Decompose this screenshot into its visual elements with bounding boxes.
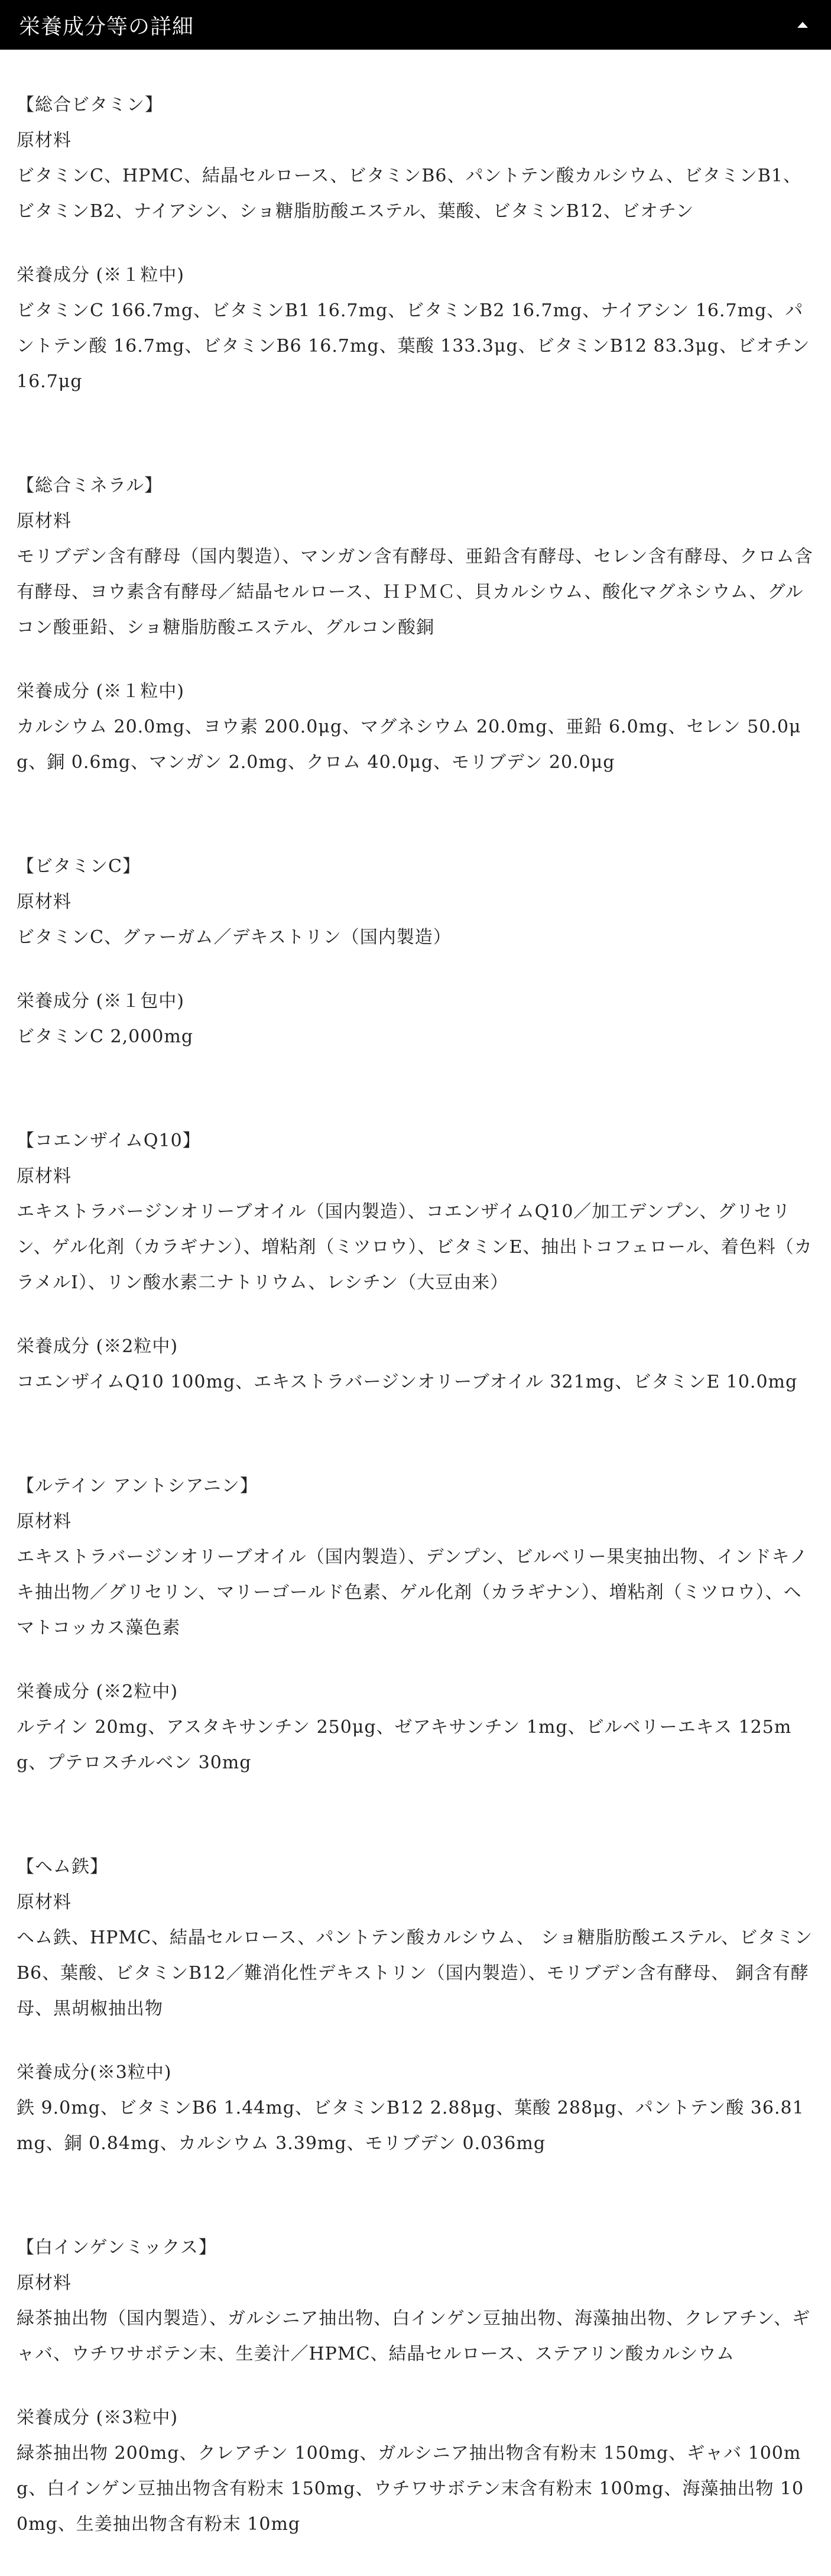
nutrition-text: コエンザイムQ10 100mg、エキストラバージンオリーブオイル 321mg、ビタミンE 10.0mg <box>17 1372 798 1392</box>
section-vitamin-c <box>17 849 814 1055</box>
details-header[interactable] <box>0 0 831 50</box>
spacer <box>17 955 814 984</box>
nutrition-label: 栄養成分 (※3粒中) <box>17 2407 178 2428</box>
section-title: 【総合ビタミン】 <box>17 95 163 115</box>
nutrition-label: 栄養成分 (※2粒中) <box>17 1681 178 1702</box>
ingredients-text: ヘム鉄、HPMC、結晶セルロース、パントテン酸カルシウム、 ショ糖脂肪酸エステル、ビタミンB6、葉酸、ビタミンB12／難消化性デキストリン（国内製造）、モリブデン含有酵母、 銅含有酵母、黒胡椒抽出物 <box>17 1927 813 2019</box>
nutrition-text: ビタミンC 166.7mg、ビタミンB1 16.7mg、ビタミンB2 16.7mg、ナイアシン 16.7mg、パントテン酸 16.7mg、ビタミンB6 16.7mg、葉酸 133.3μg、ビタミンB12 83.3μg、ビオチン 16.7μg <box>17 300 810 392</box>
nutrition-label: 栄養成分 (※１粒中) <box>17 265 184 286</box>
section-heme-iron <box>17 1849 814 2162</box>
ingredients-text: モリブデン含有酵母（国内製造）、マンガン含有酵母、亜鉛含有酵母、セレン含有酵母、クロム含有酵母、ヨウ素含有酵母／結晶セルロース、ＨＰＭＣ、貝カルシウム、酸化マグネシウム、グルコン酸亜鉛、ショ糖脂肪酸エステル、グルコン酸銅 <box>17 546 813 638</box>
ingredients-text: ビタミンC、グァーガム／デキストリン（国内製造） <box>17 927 452 948</box>
ingredients-label: 原材料 <box>17 511 72 532</box>
ingredients-text: ビタミンC、HPMC、結晶セルロース、ビタミンB6、パントテン酸カルシウム、ビタミンB1、ビタミンB2、ナイアシン、ショ糖脂肪酸エステル、葉酸、ビタミンB12、ビオチン <box>17 166 801 222</box>
nutrition-label: 栄養成分 (※2粒中) <box>17 1336 178 1357</box>
spacer <box>17 1301 814 1329</box>
ingredients-text: エキストラバージンオリーブオイル（国内製造）、デンプン、ビルベリー果実抽出物、インドキノキ抽出物／グリセリン、マリーゴールド色素、ゲル化剤（カラギナン）、増粘剤（ミツロウ）、ヘマトコッカス藻色素 <box>17 1547 808 1638</box>
section-multivitamin <box>17 88 814 400</box>
spacer <box>17 2027 814 2055</box>
ingredients-label: 原材料 <box>17 1892 72 1913</box>
nutrition-label: 栄養成分 (※１粒中) <box>17 681 184 702</box>
details-content <box>0 50 831 2542</box>
nutrition-text: ルテイン 20mg、アスタキサンチン 250μg、ゼアキサンチン 1mg、ビルベリーエキス 125mg、プテロスチルベン 30mg <box>17 1717 792 1773</box>
chevron-up-icon[interactable] <box>791 13 814 37</box>
spacer <box>17 229 814 258</box>
section-title: 【白インゲンミックス】 <box>17 2237 217 2258</box>
section-lutein-anthocyanin <box>17 1469 814 1781</box>
nutrition-text: 緑茶抽出物 200mg、クレアチン 100mg、ガルシニア抽出物含有粉末 150mg、ギャバ 100mg、白インゲン豆抽出物含有粉末 150mg、ウチワサボテン末含有粉末 100mg、海藻抽出物 100mg、生姜抽出物含有粉末 10mg <box>17 2443 804 2535</box>
section-title: 【コエンザイムQ10】 <box>17 1130 201 1151</box>
nutrition-label: 栄養成分(※3粒中) <box>17 2062 172 2083</box>
section-multimineral <box>17 468 814 780</box>
section-title: 【ビタミンC】 <box>17 856 141 877</box>
section-coenzyme-q10 <box>17 1123 814 1400</box>
section-title: 【ヘム鉄】 <box>17 1856 108 1877</box>
section-white-kidney-bean-mix <box>17 2230 814 2542</box>
spacer <box>17 2372 814 2400</box>
section-title: 【総合ミネラル】 <box>17 475 163 496</box>
ingredients-label: 原材料 <box>17 892 72 912</box>
spacer <box>17 1646 814 1674</box>
section-title: 【ルテイン アントシアニン】 <box>17 1476 258 1496</box>
nutrition-text: ビタミンC 2,000mg <box>17 1026 194 1047</box>
page-title: 栄養成分等の詳細 <box>19 14 194 39</box>
ingredients-label: 原材料 <box>17 1511 72 1532</box>
ingredients-text: 緑茶抽出物（国内製造）、ガルシニア抽出物、白インゲン豆抽出物、海藻抽出物、クレアチン、ギャバ、ウチワサボテン末、生姜汁／HPMC、結晶セルロース、ステアリン酸カルシウム <box>17 2308 811 2364</box>
ingredients-label: 原材料 <box>17 1166 72 1187</box>
nutrition-text: カルシウム 20.0mg、ヨウ素 200.0μg、マグネシウム 20.0mg、亜鉛 6.0mg、セレン 50.0μg、銅 0.6mg、マンガン 2.0mg、クロム 40.0μg、モリブデン 20.0μg <box>17 717 801 773</box>
nutrition-text: 鉄 9.0mg、ビタミンB6 1.44mg、ビタミンB12 2.88μg、葉酸 288μg、パントテン酸 36.81mg、銅 0.84mg、カルシウム 3.39mg、モリブデン 0.036mg <box>17 2098 804 2154</box>
ingredients-label: 原材料 <box>17 2273 72 2293</box>
ingredients-text: エキストラバージンオリーブオイル（国内製造）、コエンザイムQ10／加工デンプン、グリセリン、ゲル化剤（カラギナン）、増粘剤（ミツロウ）、ビタミンE、抽出トコフェロール、着色料（カラメルⅠ）、リン酸水素二ナトリウム、レシチン（大豆由来） <box>17 1201 813 1293</box>
ingredients-label: 原材料 <box>17 130 72 151</box>
nutrition-label: 栄養成分 (※１包中) <box>17 991 184 1012</box>
spacer <box>17 646 814 674</box>
